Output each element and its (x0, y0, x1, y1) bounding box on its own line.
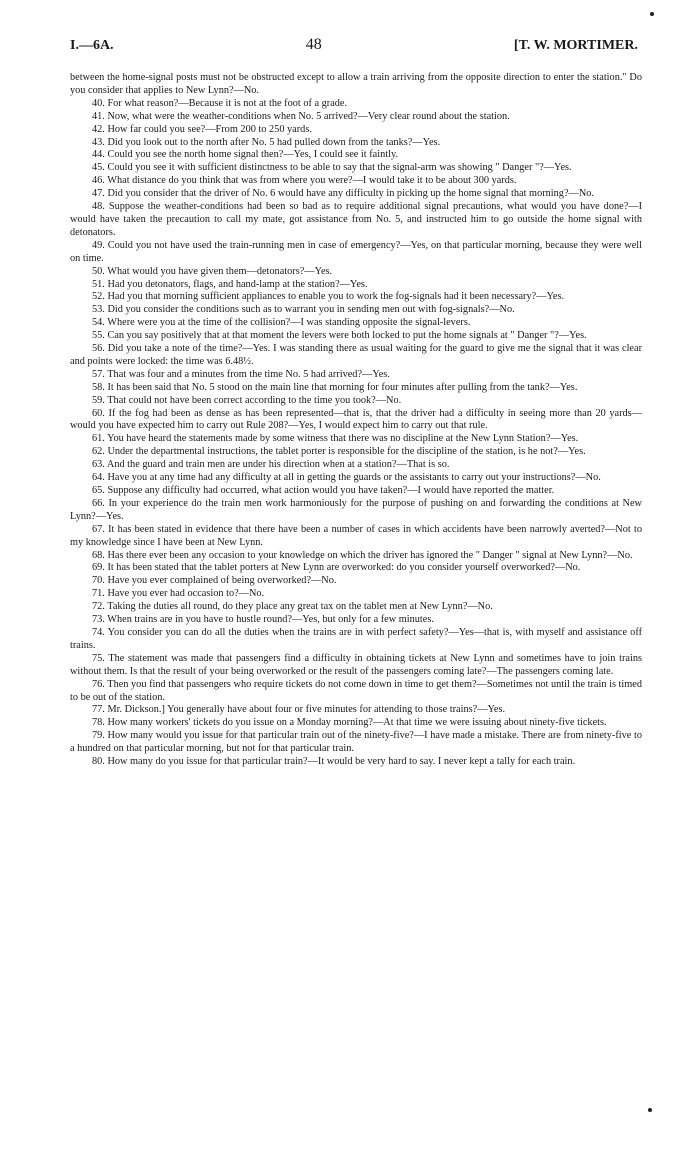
question-48: 48. Suppose the weather-conditions had been so bad as to require additional signal precautions, what would you have done?—I would have taken the precaution to call my mate, got assistance from No. 5, and instructed him to go outside the home signal with detonators. (70, 201, 642, 238)
question-42: 42. How far could you see?—From 200 to 250 yards. (92, 123, 312, 135)
witness-name: [T. W. MORTIMER. (513, 38, 638, 53)
question-65: 65. Suppose any difficulty had occurred, what action would you have taken?—I would have reported the matter. (92, 485, 555, 496)
paragraph-continued: between the home-signal posts must not be obstructed except to allow a train arriving from the opposite direction to enter the station." Do you consider that applies to New Lynn?—No. (70, 72, 642, 96)
question-60: 60. If the fog had been as dense as has been represented—that is, that the driver had a difficulty in seeing more than 20 yards—would you have expected him to carry out Rule 208?—Yes, I would expect him to carry out that rule. (70, 407, 642, 432)
question-79: 79. How many would you issue for that particular train out of the ninety-five?—I have made a mistake. There are from ninety-five to a hundred on that particular morning, but not for that particular train. (70, 730, 642, 755)
ink-dot (648, 1108, 652, 1112)
question-53: 53. Did you consider the conditions such as to warrant you in sending men out with fog-signals?—No. (92, 304, 515, 316)
testimony-body (70, 72, 642, 769)
question-57: 57. That was four and a minutes from the time No. 5 had arrived?—Yes. (92, 368, 390, 380)
question-47: 47. Did you consider that the driver of No. 6 would have any difficulty in picking up the home signal that morning?—No. (92, 188, 594, 200)
question-71: 71. Have you ever had occasion to?—No. (92, 588, 265, 600)
question-46: 46. What distance do you think that was from where you were?—I would take it to be about 300 yards. (92, 175, 517, 187)
document-reference: I.—6A. (70, 38, 114, 53)
question-55: 55. Can you say positively that at that moment the levers were both locked to put the home signals at " Danger "?—Yes. (92, 330, 587, 342)
question-62: 62. Under the departmental instructions, the tablet porter is responsible for the discipline of the station, is he not?—Yes. (92, 446, 586, 458)
question-73: 73. When trains are in you have to hustle round?—Yes, but only for a few minutes. (92, 614, 434, 626)
page-header (70, 36, 638, 60)
question-66: 66. In your experience do the train men work harmoniously for the purpose of pushing on and forwarding the conditions at New Lynn?—Yes. (70, 497, 642, 522)
question-51: 51. Had you detonators, flags, and hand-lamp at the station?—Yes. (92, 278, 368, 290)
question-61: 61. You have heard the statements made by some witness that there was no discipline at the New Lynn Station?—Yes. (92, 433, 579, 445)
question-63: 63. And the guard and train men are under his direction when at a station?—That is so. (92, 459, 450, 471)
question-72: 72. Taking the duties all round, do they place any great tax on the tablet men at New Lynn?—No. (92, 601, 493, 613)
question-43: 43. Did you look out to the north after No. 5 had pulled down from the tanks?—Yes. (92, 136, 441, 148)
question-52: 52. Had you that morning sufficient appliances to enable you to work the fog-signals had it been necessary?—Yes. (92, 291, 565, 303)
question-77: 77. Mr. Dickson.] You generally have about four or five minutes for attending to those trains?—Yes. (92, 704, 506, 716)
page-number: 48 (305, 36, 322, 53)
question-68: 68. Has there ever been any occasion to your knowledge on which the driver has ignored the " Danger " signal at New Lynn?—No. (92, 549, 633, 561)
question-56: 56. Did you take a note of the time?—Yes. I was standing there as usual waiting for the guard to give me the signal that it was clear and points were locked: the time was 6.48½. (70, 343, 642, 367)
question-40: 40. For what reason?—Because it is not at the foot of a grade. (92, 97, 348, 109)
question-76: 76. Then you find that passengers who require tickets do not come down in time to get them?—Sometimes not until the train is timed to be out of the station. (70, 678, 642, 703)
question-44: 44. Could you see the north home signal then?—Yes, I could see it faintly. (92, 149, 398, 161)
question-69: 69. It has been stated that the tablet porters at New Lynn are overworked: do you consider yourself overworked?—No. (92, 562, 581, 574)
question-70: 70. Have you ever complained of being overworked?—No. (92, 575, 337, 587)
question-59: 59. That could not have been correct according to the time you took?—No. (92, 394, 402, 406)
question-49: 49. Could you not have used the train-running men in case of emergency?—Yes, on that particular morning, because they were well on time. (70, 239, 642, 264)
question-64: 64. Have you at any time had any difficulty at all in getting the guards or the assistants to carry out your instructions?—No. (92, 472, 601, 484)
question-45: 45. Could you see it with sufficient distinctness to be able to say that the signal-arm was showing " Danger "?—Yes. (92, 162, 572, 174)
question-41: 41. Now, what were the weather-conditions when No. 5 arrived?—Very clear round about the station. (92, 110, 510, 122)
question-67: 67. It has been stated in evidence that there have been a number of cases in which accidents have been narrowly averted?—Not to my knowledge since I have been at New Lynn. (70, 523, 642, 548)
question-78: 78. How many workers' tickets do you issue on a Monday morning?—At that time we were issuing about ninety-five tickets. (92, 717, 607, 729)
ink-dot (650, 12, 654, 16)
question-50: 50. What would you have given them—detonators?—Yes. (92, 265, 333, 277)
question-75: 75. The statement was made that passengers find a difficulty in obtaining tickets at New Lynn and sometimes have to join trains without them. Is that the result of your being overworked or the result of the passengers coming late?—The passengers coming late. (70, 652, 642, 677)
question-74: 74. You consider you can do all the duties when the trains are in with perfect safety?—Yes—that is, with myself and assistance off trains. (70, 626, 642, 651)
question-80: 80. How many do you issue for that particular train?—It would be very hard to say. I never kept a tally for each train. (92, 756, 576, 768)
question-58: 58. It has been said that No. 5 stood on the main line that morning for four minutes after pulling from the tank?—Yes. (92, 381, 578, 393)
question-54: 54. Where were you at the time of the collision?—I was standing opposite the signal-levers. (92, 317, 471, 329)
